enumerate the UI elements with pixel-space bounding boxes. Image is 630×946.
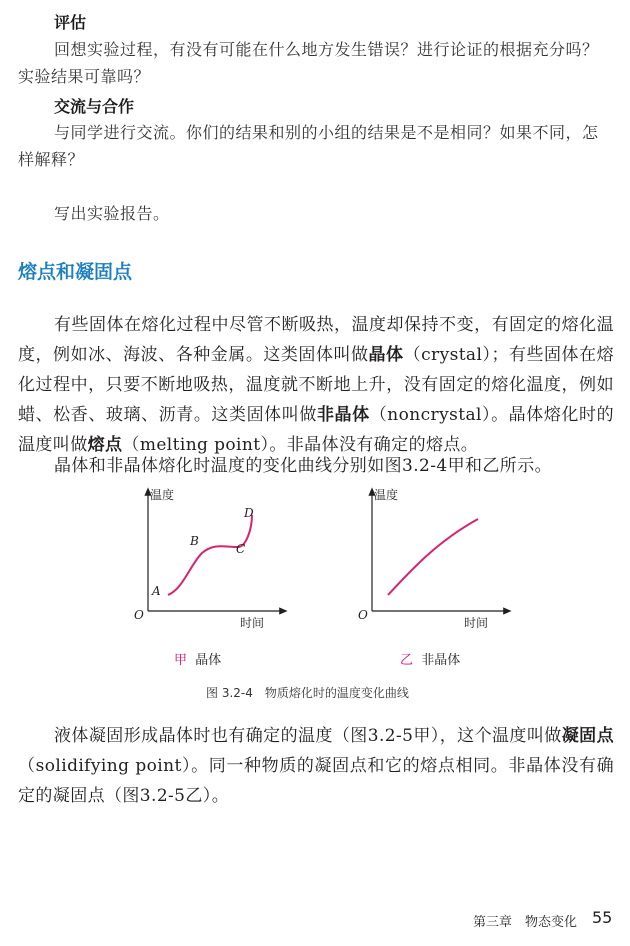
cooperate-text: 与同学进行交流。你们的结果和别的小组的结果是不是相同？如果不同，怎样解释？ (18, 123, 599, 169)
para1-text-4: （melting point）。非晶体没有确定的熔点。 (122, 435, 479, 455)
origin-label: O (134, 608, 144, 622)
para3-text-2: （solidifying point）。同一种物质的凝固点和它的熔点相同。非晶体没有确定的凝固点（图3.2-5乙）。 (18, 756, 614, 806)
evaluate-text: 回想实验过程，有没有可能在什么地方发生错误？进行论证的根据充分吗？实验结果可靠吗？ (18, 40, 599, 86)
paragraph-crystal (18, 310, 614, 460)
subcaption-noncrystal (400, 649, 460, 668)
subcaption-label-crystal: 晶体 (195, 653, 222, 668)
noncrystal-curve (388, 519, 478, 595)
footer-chapter: 第三章 物态变化 (473, 915, 578, 930)
noncrystal-melting-chart (352, 485, 532, 635)
evaluate-heading: 评估 (54, 13, 87, 32)
subcaption-crystal (174, 649, 221, 668)
crystal-melting-chart (128, 485, 308, 635)
subcaption-tag-jia: 甲 (174, 653, 188, 668)
paragraph-solidifying (18, 721, 614, 811)
figure-caption: 图 3.2-4 物质熔化时的温度变化曲线 (206, 686, 409, 700)
para3-text-1: 液体凝固形成晶体时也有确定的温度（图3.2-5甲），这个温度叫做 (54, 726, 562, 746)
point-d-label: D (244, 506, 254, 520)
term-noncrystal: 非晶体 (316, 405, 370, 425)
term-crystal: 晶体 (368, 345, 404, 365)
y-axis-label: 温度 (150, 488, 175, 502)
origin-label: O (358, 608, 368, 622)
page-number: 55 (592, 908, 613, 927)
paragraph-figure-ref: 晶体和非晶体熔化时温度的变化曲线分别如图3.2-4甲和乙所示。 (54, 456, 552, 476)
point-c-label: C (236, 542, 246, 556)
point-a-label: A (152, 584, 161, 598)
x-axis-label: 时间 (464, 616, 489, 630)
subcaption-tag-yi: 乙 (400, 653, 414, 668)
term-melting-point: 熔点 (87, 435, 123, 455)
para1-text-2: （crystal）；有些固体在熔化过程中，只要不断地吸热，温度就不断地上升，没有固定的熔化温度，例如蜡、松香、玻璃、沥青。这类固体叫做 (18, 345, 615, 425)
x-axis-label: 时间 (240, 616, 265, 630)
y-axis-label: 温度 (374, 488, 399, 502)
point-b-label: B (190, 534, 199, 548)
subcaption-label-noncrystal: 非晶体 (421, 653, 461, 668)
cooperate-heading: 交流与合作 (54, 97, 135, 116)
para1-text-3: （noncrystal）。晶体熔化时的温度叫做 (18, 405, 614, 455)
section-title: 熔点和凝固点 (18, 261, 133, 283)
para1-text-1: 有些固体在熔化过程中尽管不断吸热，温度却保持不变，有固定的熔化温度，例如冰、海波、各种金属。这类固体叫做 (18, 315, 614, 365)
term-solidifying-point: 凝固点 (561, 726, 614, 746)
report-text: 写出实验报告。 (54, 204, 170, 223)
